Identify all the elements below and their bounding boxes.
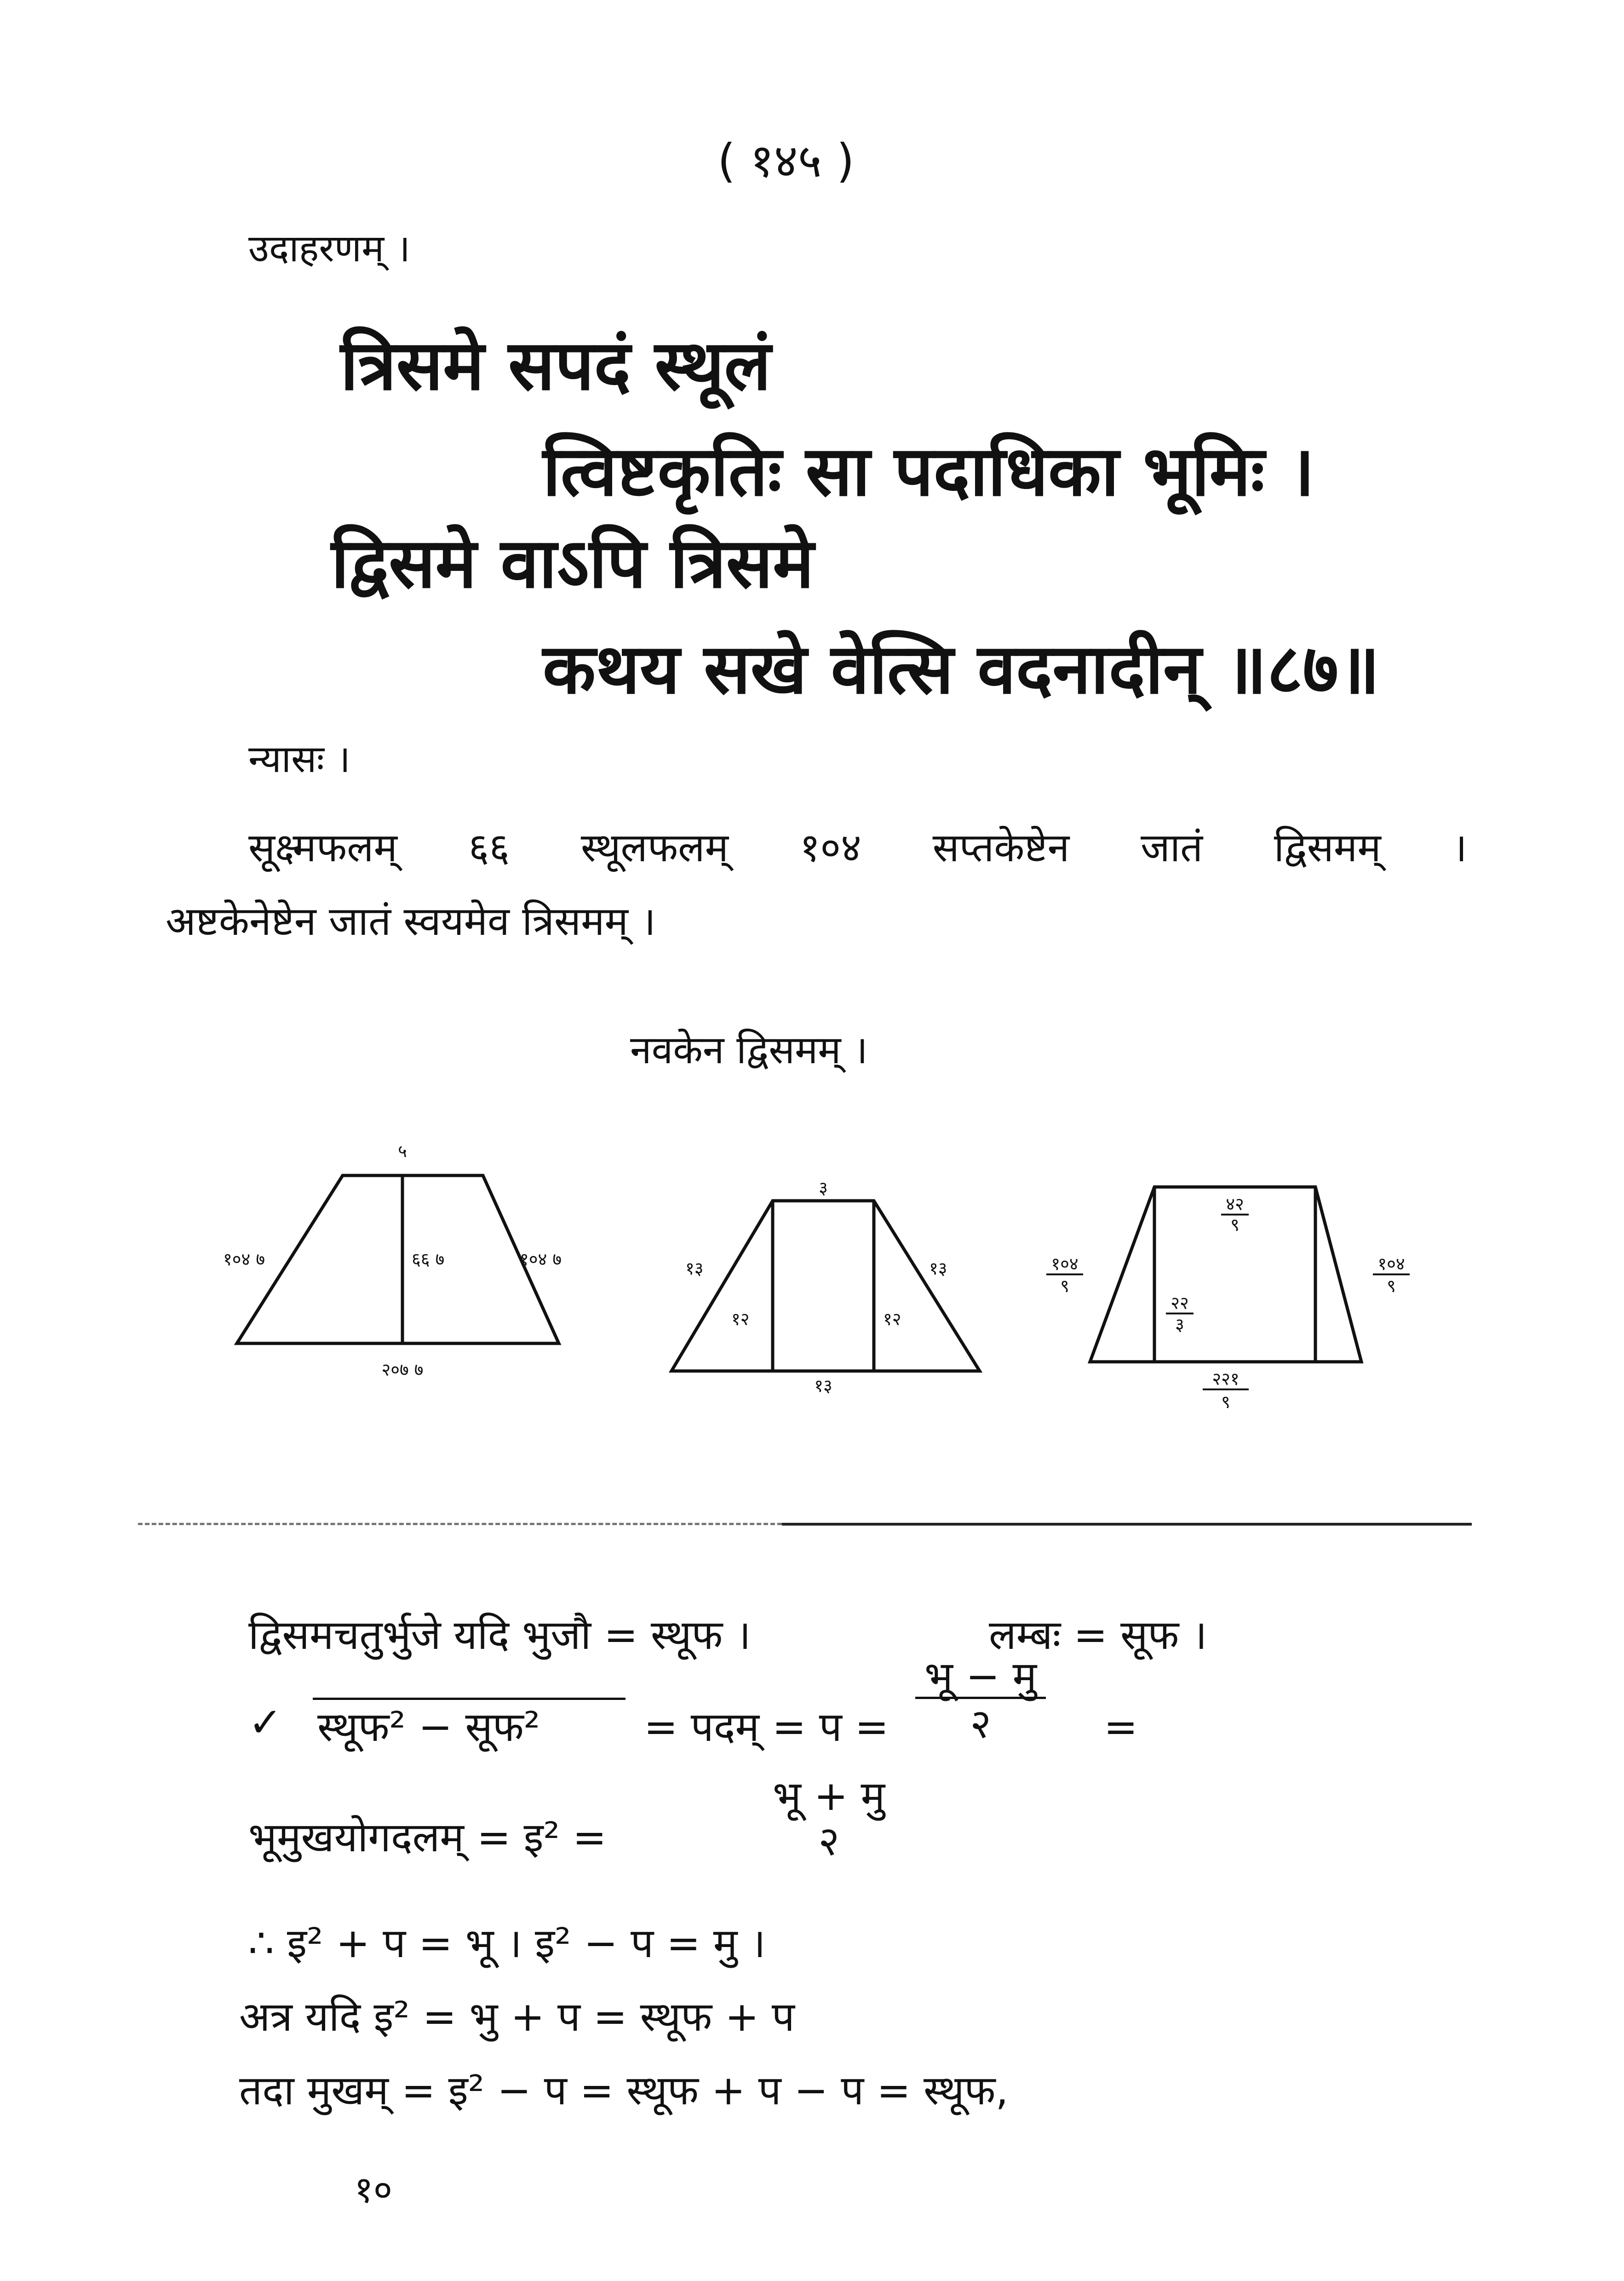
fig1-right-label: १०४ ७ xyxy=(520,1249,562,1269)
paragraph-line-2: अष्टकेनेष्टेन जातं स्वयमेव त्रिसमम् । xyxy=(166,899,656,945)
fig1-inner-label: ६६ ७ xyxy=(412,1249,445,1269)
example-heading: उदाहरणम् । xyxy=(248,227,411,271)
derivation-line-5: अत्र यदि इ² = भु + प = स्थूफ + प xyxy=(239,1993,795,2040)
fraction-difference-numerator: भू − मु xyxy=(915,1656,1046,1699)
fig3-top-den: ९ xyxy=(1230,1215,1240,1235)
fig2-right-label: १३ xyxy=(929,1258,947,1279)
fig3-right-num: १०४ xyxy=(1377,1254,1405,1274)
trapezoid-figure-1 xyxy=(221,1123,589,1408)
section-divider xyxy=(782,1523,1472,1526)
fig2-left-label: १३ xyxy=(685,1258,704,1279)
verse-line-4: कथय सखे वेत्सि वदनादीन् ॥८७॥ xyxy=(543,629,1380,709)
fig2-bottom-label: १३ xyxy=(814,1376,832,1396)
fig2-top-label: ३ xyxy=(819,1178,828,1198)
fig3-inner-den: ३ xyxy=(1175,1314,1184,1335)
fraction-sum xyxy=(763,1772,894,1865)
fig3-left-den: ९ xyxy=(1060,1276,1069,1296)
fig2-inner-right-label: १२ xyxy=(883,1309,901,1329)
section-divider-dashed xyxy=(138,1523,782,1525)
trapezoid-figure-3 xyxy=(1039,1164,1417,1431)
fig1-bottom-label: २०७ ७ xyxy=(381,1359,424,1380)
derivation-line-6: तदा मुखम् = इ² − प = स्थूफ + प − प = स्थूफ, xyxy=(239,2067,1009,2114)
fig1-top-label: ५ xyxy=(398,1141,407,1161)
fraction-sum-denominator: २ xyxy=(818,1817,839,1865)
derivation-check-mark: ✓ xyxy=(248,1699,282,1746)
figure-caption: नवकेन द्विसमम् । xyxy=(630,1027,868,1072)
fig3-bottom-num: २२१ xyxy=(1212,1369,1240,1389)
derivation-line-2-end: = xyxy=(1104,1703,1138,1751)
fig1-left-label: १०४ ७ xyxy=(223,1249,265,1269)
fig3-bottom-den: ९ xyxy=(1221,1392,1230,1412)
derivation-line-1-right: लम्बः = सूफ । xyxy=(989,1611,1207,1659)
nyasa-heading: न्यासः । xyxy=(248,737,351,781)
derivation-line-3-left: भूमुखयोगदलम् = इ² = xyxy=(248,1814,607,1861)
folio-number: १० xyxy=(354,2168,393,2211)
derivation-radical: स्थूफ² − सूफ² xyxy=(317,1703,540,1751)
fig2-inner-left-label: १२ xyxy=(731,1309,750,1329)
fig3-top-num: ४२ xyxy=(1226,1194,1244,1214)
verse-line-3: द्विसमे वाऽपि त्रिसमे xyxy=(331,524,814,604)
fraction-difference xyxy=(915,1653,1046,1747)
radical-overbar xyxy=(313,1698,625,1700)
verse-line-1: त्रिसमे सपदं स्थूलं xyxy=(340,326,771,406)
page-number: ( १४५ ) xyxy=(717,134,855,188)
fig3-left-num: १०४ xyxy=(1051,1254,1079,1274)
derivation-line-4: ∴ इ² + प = भू । इ² − प = मु । xyxy=(248,1919,766,1967)
trapezoid-figure-2 xyxy=(653,1173,1012,1431)
fraction-sum-numerator: भू + मु xyxy=(773,1772,885,1820)
fraction-difference-denominator: २ xyxy=(970,1700,991,1747)
derivation-line-2-rest: = पदम् = प = xyxy=(644,1703,889,1751)
fig3-inner-num: २२ xyxy=(1171,1293,1189,1313)
fig3-right-den: ९ xyxy=(1387,1276,1396,1296)
paragraph-line-1: सूक्ष्मफलम् ६६ स्थूलफलम् १०४ सप्तकेष्टेन जातं द्विसमम् । xyxy=(248,825,1467,871)
verse-line-2: त्विष्टकृतिः सा पदाधिका भूमिः । xyxy=(543,432,1315,512)
derivation-line-1-left: द्विसमचतुर्भुजे यदि भुजौ = स्थूफ । xyxy=(248,1611,751,1659)
